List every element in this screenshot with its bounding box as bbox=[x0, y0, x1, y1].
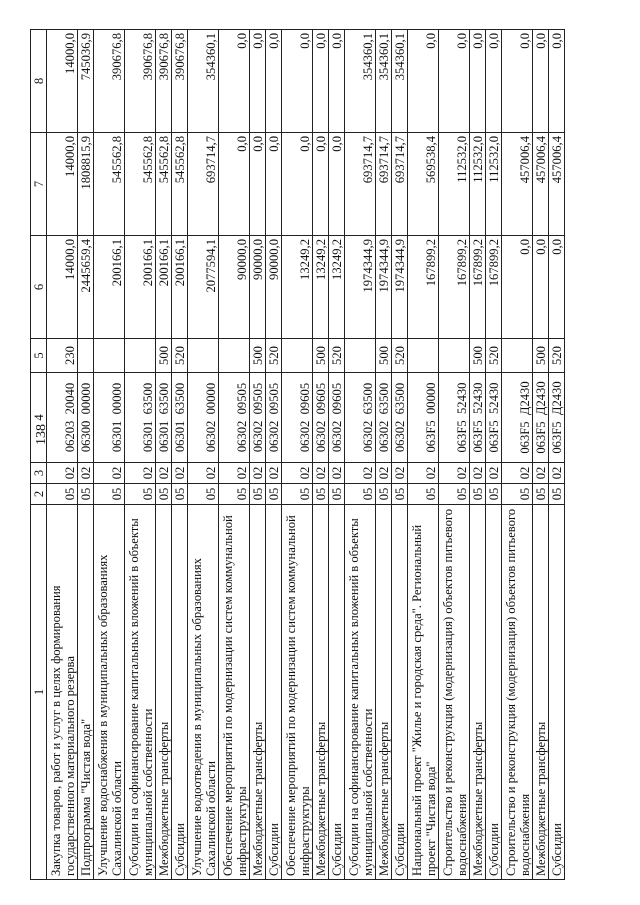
expense-type-code: 520 bbox=[392, 339, 408, 373]
subsection-code: 02 bbox=[219, 463, 250, 484]
expense-type-code bbox=[219, 339, 250, 373]
expense-type-code bbox=[94, 339, 125, 373]
expense-type-code bbox=[408, 339, 439, 373]
subsection-code: 02 bbox=[282, 463, 313, 484]
table-row bbox=[47, 30, 78, 880]
table-row bbox=[502, 30, 533, 880]
expense-type-code: 520 bbox=[266, 339, 282, 373]
expense-type-code bbox=[439, 339, 470, 373]
row-name: Межбюджетные трансферты bbox=[470, 505, 486, 880]
section-code: 05 bbox=[502, 484, 533, 505]
amount-col-7: 112532,0 bbox=[486, 133, 502, 236]
target-article-code: 06301 63500 bbox=[125, 373, 156, 463]
amount-col-7: 545562,8 bbox=[172, 133, 188, 236]
table-row bbox=[125, 30, 156, 880]
amount-col-7: 693714,7 bbox=[188, 133, 219, 236]
row-name: Субсидии bbox=[329, 505, 345, 880]
target-article-code: 06300 00000 bbox=[78, 373, 94, 463]
target-article-code: 06302 09505 bbox=[219, 373, 250, 463]
target-article-code: 06302 09505 bbox=[250, 373, 266, 463]
target-article-code: 063F5 Д2430 bbox=[549, 373, 565, 463]
section-code: 05 bbox=[125, 484, 156, 505]
table-row bbox=[156, 30, 172, 880]
target-article-code: 06203 20040 bbox=[47, 373, 78, 463]
amount-col-6: 14000,0 bbox=[47, 236, 78, 339]
amount-col-7: 14000,0 bbox=[47, 133, 78, 236]
section-code: 05 bbox=[47, 484, 78, 505]
expense-type-code: 500 bbox=[313, 339, 329, 373]
amount-col-8: 0,0 bbox=[502, 30, 533, 133]
amount-col-8: 390676,8 bbox=[125, 30, 156, 133]
row-name: Межбюджетные трансферты bbox=[250, 505, 266, 880]
amount-col-8: 390676,8 bbox=[156, 30, 172, 133]
amount-col-7: 0,0 bbox=[250, 133, 266, 236]
section-code: 05 bbox=[250, 484, 266, 505]
row-name: Строительство и реконструкция (модернизация) объектов питьевого водоснабжения bbox=[502, 505, 533, 880]
expense-type-code: 520 bbox=[486, 339, 502, 373]
amount-col-6: 1974344,9 bbox=[376, 236, 392, 339]
expense-type-code bbox=[125, 339, 156, 373]
subsection-code: 02 bbox=[78, 463, 94, 484]
amount-col-8: 0,0 bbox=[313, 30, 329, 133]
amount-col-6: 2077594,1 bbox=[188, 236, 219, 339]
amount-col-8: 0,0 bbox=[408, 30, 439, 133]
expense-type-code bbox=[78, 339, 94, 373]
subsection-code: 02 bbox=[533, 463, 549, 484]
amount-col-6: 1974344,9 bbox=[392, 236, 408, 339]
target-article-code: 06301 63500 bbox=[156, 373, 172, 463]
amount-col-7: 457006,4 bbox=[549, 133, 565, 236]
subsection-code: 02 bbox=[250, 463, 266, 484]
column-number: 1 bbox=[31, 505, 47, 880]
column-number: 3 bbox=[31, 463, 47, 484]
subsection-code: 02 bbox=[376, 463, 392, 484]
amount-col-6: 13249,2 bbox=[329, 236, 345, 339]
section-code: 05 bbox=[376, 484, 392, 505]
table-row bbox=[376, 30, 392, 880]
table-row bbox=[392, 30, 408, 880]
table-row bbox=[78, 30, 94, 880]
amount-col-7: 112532,0 bbox=[439, 133, 470, 236]
subsection-code: 02 bbox=[313, 463, 329, 484]
target-article-code: 06302 63500 bbox=[345, 373, 376, 463]
row-name: Субсидии bbox=[266, 505, 282, 880]
amount-col-6: 167899,2 bbox=[439, 236, 470, 339]
row-name: Улучшение водоотведения в муниципальных образованиях Сахалинской области bbox=[188, 505, 219, 880]
target-article-code: 063F5 Д2430 bbox=[533, 373, 549, 463]
subsection-code: 02 bbox=[125, 463, 156, 484]
amount-col-7: 693714,7 bbox=[392, 133, 408, 236]
section-code: 05 bbox=[78, 484, 94, 505]
column-number: 8 bbox=[31, 30, 47, 133]
target-article-code: 06302 00000 bbox=[188, 373, 219, 463]
row-name: Межбюджетные трансферты bbox=[376, 505, 392, 880]
table-row bbox=[533, 30, 549, 880]
row-name: Субсидии bbox=[172, 505, 188, 880]
table-row bbox=[266, 30, 282, 880]
budget-table bbox=[30, 29, 565, 880]
column-number: 4 bbox=[31, 373, 47, 463]
section-code: 05 bbox=[156, 484, 172, 505]
row-name: Обеспечение мероприятий по модернизации систем коммунальной инфраструктуры bbox=[219, 505, 250, 880]
row-name: Субсидии на софинансирование капитальных вложений в объекты муниципальной собственности bbox=[125, 505, 156, 880]
target-article-code: 06302 09605 bbox=[329, 373, 345, 463]
amount-col-8: 0,0 bbox=[486, 30, 502, 133]
section-code: 05 bbox=[486, 484, 502, 505]
row-name: Субсидии на софинансирование капитальных вложений в объекты муниципальной собственности bbox=[345, 505, 376, 880]
expense-type-code: 520 bbox=[549, 339, 565, 373]
row-name: Межбюджетные трансферты bbox=[313, 505, 329, 880]
table-row bbox=[188, 30, 219, 880]
target-article-code: 06302 09505 bbox=[266, 373, 282, 463]
expense-type-code: 500 bbox=[470, 339, 486, 373]
amount-col-6: 200166,1 bbox=[125, 236, 156, 339]
table-row bbox=[329, 30, 345, 880]
amount-col-6: 0,0 bbox=[533, 236, 549, 339]
amount-col-6: 0,0 bbox=[549, 236, 565, 339]
amount-col-7: 0,0 bbox=[266, 133, 282, 236]
amount-col-8: 0,0 bbox=[533, 30, 549, 133]
amount-col-6: 90000,0 bbox=[219, 236, 250, 339]
column-number-row bbox=[31, 30, 47, 880]
amount-col-8: 0,0 bbox=[439, 30, 470, 133]
subsection-code: 02 bbox=[549, 463, 565, 484]
amount-col-7: 0,0 bbox=[313, 133, 329, 236]
row-name: Подпрограмма "Чистая вода" bbox=[78, 505, 94, 880]
amount-col-6: 90000,0 bbox=[250, 236, 266, 339]
section-code: 05 bbox=[219, 484, 250, 505]
target-article-code: 063F5 00000 bbox=[408, 373, 439, 463]
subsection-code: 02 bbox=[439, 463, 470, 484]
section-code: 05 bbox=[329, 484, 345, 505]
subsection-code: 02 bbox=[392, 463, 408, 484]
amount-col-8: 390676,8 bbox=[94, 30, 125, 133]
amount-col-6: 167899,2 bbox=[486, 236, 502, 339]
amount-col-8: 0,0 bbox=[266, 30, 282, 133]
table-row bbox=[549, 30, 565, 880]
amount-col-6: 0,0 bbox=[502, 236, 533, 339]
amount-col-7: 693714,7 bbox=[345, 133, 376, 236]
amount-col-7: 545562,8 bbox=[94, 133, 125, 236]
column-number: 7 bbox=[31, 133, 47, 236]
section-code: 05 bbox=[188, 484, 219, 505]
section-code: 05 bbox=[392, 484, 408, 505]
amount-col-8: 354360,1 bbox=[376, 30, 392, 133]
section-code: 05 bbox=[533, 484, 549, 505]
subsection-code: 02 bbox=[156, 463, 172, 484]
amount-col-6: 1974344,9 bbox=[345, 236, 376, 339]
table-row bbox=[408, 30, 439, 880]
subsection-code: 02 bbox=[94, 463, 125, 484]
expense-type-code: 500 bbox=[250, 339, 266, 373]
amount-col-7: 112532,0 bbox=[470, 133, 486, 236]
target-article-code: 063F5 52430 bbox=[486, 373, 502, 463]
column-number: 6 bbox=[31, 236, 47, 339]
row-name: Межбюджетные трансферты bbox=[156, 505, 172, 880]
subsection-code: 02 bbox=[172, 463, 188, 484]
table-row bbox=[470, 30, 486, 880]
amount-col-8: 0,0 bbox=[282, 30, 313, 133]
row-name: Субсидии bbox=[392, 505, 408, 880]
table-row bbox=[94, 30, 125, 880]
amount-col-7: 0,0 bbox=[219, 133, 250, 236]
row-name: Закупка товаров, работ и услуг в целях формирования государственного материального резерва bbox=[47, 505, 78, 880]
amount-col-7: 0,0 bbox=[329, 133, 345, 236]
target-article-code: 06302 63500 bbox=[376, 373, 392, 463]
rotated-sheet bbox=[30, 30, 600, 880]
subsection-code: 02 bbox=[266, 463, 282, 484]
column-number: 2 bbox=[31, 484, 47, 505]
amount-col-8: 0,0 bbox=[219, 30, 250, 133]
amount-col-6: 13249,2 bbox=[313, 236, 329, 339]
table-row bbox=[486, 30, 502, 880]
expense-type-code bbox=[345, 339, 376, 373]
expense-type-code bbox=[502, 339, 533, 373]
amount-col-8: 0,0 bbox=[250, 30, 266, 133]
row-name: Межбюджетные трансферты bbox=[533, 505, 549, 880]
target-article-code: 063F5 52430 bbox=[439, 373, 470, 463]
section-code: 05 bbox=[549, 484, 565, 505]
table-row bbox=[282, 30, 313, 880]
row-name: Национальный проект "Жилье и городская среда". Региональный проект "Чистая вода" bbox=[408, 505, 439, 880]
table-row bbox=[439, 30, 470, 880]
amount-col-6: 2445659,4 bbox=[78, 236, 94, 339]
amount-col-6: 90000,0 bbox=[266, 236, 282, 339]
target-article-code: 06302 09605 bbox=[313, 373, 329, 463]
row-name: Субсидии bbox=[549, 505, 565, 880]
amount-col-6: 167899,2 bbox=[408, 236, 439, 339]
column-number: 5 bbox=[31, 339, 47, 373]
table-row bbox=[250, 30, 266, 880]
section-code: 05 bbox=[470, 484, 486, 505]
amount-col-8: 14000,0 bbox=[47, 30, 78, 133]
table-row bbox=[219, 30, 250, 880]
expense-type-code: 500 bbox=[533, 339, 549, 373]
expense-type-code bbox=[282, 339, 313, 373]
amount-col-6: 200166,1 bbox=[172, 236, 188, 339]
section-code: 05 bbox=[172, 484, 188, 505]
expense-type-code: 520 bbox=[172, 339, 188, 373]
target-article-code: 06301 63500 bbox=[172, 373, 188, 463]
amount-col-8: 0,0 bbox=[470, 30, 486, 133]
expense-type-code: 500 bbox=[376, 339, 392, 373]
subsection-code: 02 bbox=[345, 463, 376, 484]
amount-col-6: 200166,1 bbox=[94, 236, 125, 339]
amount-col-7: 0,0 bbox=[282, 133, 313, 236]
amount-col-7: 457006,4 bbox=[502, 133, 533, 236]
row-name: Обеспечение мероприятий по модернизации систем коммунальной инфраструктуры bbox=[282, 505, 313, 880]
target-article-code: 063F5 Д2430 bbox=[502, 373, 533, 463]
expense-type-code bbox=[188, 339, 219, 373]
section-code: 05 bbox=[313, 484, 329, 505]
section-code: 05 bbox=[439, 484, 470, 505]
amount-col-8: 354360,1 bbox=[392, 30, 408, 133]
amount-col-6: 200166,1 bbox=[156, 236, 172, 339]
amount-col-7: 569538,4 bbox=[408, 133, 439, 236]
subsection-code: 02 bbox=[408, 463, 439, 484]
section-code: 05 bbox=[345, 484, 376, 505]
target-article-code: 06302 09605 bbox=[282, 373, 313, 463]
subsection-code: 02 bbox=[329, 463, 345, 484]
expense-type-code: 520 bbox=[329, 339, 345, 373]
subsection-code: 02 bbox=[47, 463, 78, 484]
table-row bbox=[172, 30, 188, 880]
table-row bbox=[313, 30, 329, 880]
amount-col-8: 0,0 bbox=[549, 30, 565, 133]
amount-col-6: 13249,2 bbox=[282, 236, 313, 339]
target-article-code: 06301 00000 bbox=[94, 373, 125, 463]
amount-col-8: 0,0 bbox=[329, 30, 345, 133]
row-name: Строительство и реконструкция (модернизация) объектов питьевого водоснабжения bbox=[439, 505, 470, 880]
amount-col-6: 167899,2 bbox=[470, 236, 486, 339]
section-code: 05 bbox=[94, 484, 125, 505]
subsection-code: 02 bbox=[470, 463, 486, 484]
subsection-code: 02 bbox=[188, 463, 219, 484]
target-article-code: 06302 63500 bbox=[392, 373, 408, 463]
table-row bbox=[345, 30, 376, 880]
expense-type-code: 500 bbox=[156, 339, 172, 373]
row-name: Субсидии bbox=[486, 505, 502, 880]
section-code: 05 bbox=[282, 484, 313, 505]
amount-col-7: 545562,8 bbox=[156, 133, 172, 236]
subsection-code: 02 bbox=[486, 463, 502, 484]
section-code: 05 bbox=[408, 484, 439, 505]
amount-col-8: 390676,8 bbox=[172, 30, 188, 133]
amount-col-7: 1808815,9 bbox=[78, 133, 94, 236]
subsection-code: 02 bbox=[502, 463, 533, 484]
amount-col-8: 354360,1 bbox=[345, 30, 376, 133]
row-name: Улучшение водоснабжения в муниципальных образованиях Сахалинской области bbox=[94, 505, 125, 880]
amount-col-8: 354360,1 bbox=[188, 30, 219, 133]
page-number: 138 bbox=[34, 424, 49, 445]
amount-col-8: 745036,9 bbox=[78, 30, 94, 133]
expense-type-code: 230 bbox=[47, 339, 78, 373]
section-code: 05 bbox=[266, 484, 282, 505]
amount-col-7: 545562,8 bbox=[125, 133, 156, 236]
amount-col-7: 693714,7 bbox=[376, 133, 392, 236]
target-article-code: 063F5 52430 bbox=[470, 373, 486, 463]
amount-col-7: 457006,4 bbox=[533, 133, 549, 236]
